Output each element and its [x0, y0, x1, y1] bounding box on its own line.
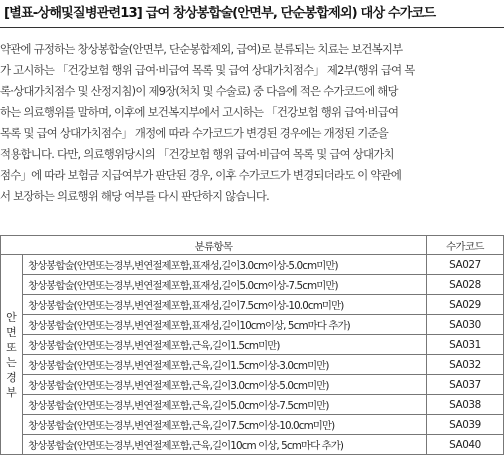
table-row — [1, 395, 504, 415]
table-row — [1, 335, 504, 355]
group-label-char: 경 — [6, 370, 17, 384]
table-row — [1, 355, 504, 375]
fee-code-table — [0, 235, 504, 455]
row-code: SA030 — [427, 315, 504, 335]
group-label-char: 또 — [6, 340, 17, 354]
paragraph-line: 록·상대가치점수 및 산정지침)이 제9장(처치 및 수술료) 중 다음에 적은 수가코드에 해당 — [0, 84, 398, 98]
row-category: 창상봉합술(안면또는경부,변연절제포함,표재성,길이5.0cm이상-7.5cm미만) — [23, 275, 427, 295]
row-category: 창상봉합술(안면또는경부,변연절제포함,표재성,길이10cm이상, 5cm마다 추가) — [23, 315, 427, 335]
row-code: SA040 — [427, 435, 504, 455]
row-category: 창상봉합술(안면또는경부,변연절제포함,근육,길이1.5cm이상-3.0cm미만) — [23, 355, 427, 375]
paragraph-line: 약관에 규정하는 창상봉합술(안면부, 단순봉합제외, 급여)로 분류되는 치료는 보건복지부 — [0, 42, 403, 56]
paragraph-line: 적용합니다. 다만, 의료행위당시의 「건강보험 행위 급여·비급여 목록 및 급여 상대가치 — [0, 147, 394, 161]
description-paragraph — [0, 39, 500, 207]
paragraph-line: 하는 의료행위를 말하며, 이후에 보건복지부에서 고시하는 「건강보험 행위 급여·비급여 — [0, 105, 399, 119]
row-category: 창상봉합술(안면또는경부,변연절제포함,근육,길이5.0cm이상-7.5cm미만) — [23, 395, 427, 415]
row-code: SA029 — [427, 295, 504, 315]
group-label-char: 면 — [6, 325, 17, 339]
row-code: SA032 — [427, 355, 504, 375]
row-category: 창상봉합술(안면또는경부,변연절제포함,근육,길이7.5cm이상-10.0cm미만) — [23, 415, 427, 435]
table-row — [1, 415, 504, 435]
row-category: 창상봉합술(안면또는경부,변연절제포함,근육,길이1.5cm미만) — [23, 335, 427, 355]
row-code: SA039 — [427, 415, 504, 435]
table-row — [1, 375, 504, 395]
table-row — [1, 275, 504, 295]
row-category: 창상봉합술(안면또는경부,변연절제포함,표재성,길이7.5cm이상-10.0cm미만) — [23, 295, 427, 315]
group-label — [1, 255, 23, 455]
row-code: SA027 — [427, 255, 504, 275]
row-code: SA037 — [427, 375, 504, 395]
row-code: SA028 — [427, 275, 504, 295]
group-label-char: 부 — [6, 385, 17, 399]
table-row — [1, 295, 504, 315]
header-code: 수가코드 — [427, 236, 504, 255]
table-row — [1, 255, 504, 275]
row-code: SA038 — [427, 395, 504, 415]
row-category: 창상봉합술(안면또는경부,변연절제포함,표재성,길이3.0cm이상-5.0cm미만) — [23, 255, 427, 275]
group-label-char: 는 — [6, 355, 17, 369]
paragraph-line: 목록 및 급여 상대가치점수」 개정에 따라 수가코드가 변경된 경우에는 개정된 기준을 — [0, 126, 388, 140]
row-code: SA031 — [427, 335, 504, 355]
table-header-row — [1, 236, 504, 255]
title-divider — [0, 27, 504, 28]
paragraph-line: 서 보장하는 의료행위 해당 여부를 다시 판단하지 않습니다. — [0, 189, 270, 203]
group-label-char: 안 — [6, 310, 17, 324]
document-title: [별표-상해및질병관련13] 급여 창상봉합술(안면부, 단순봉합제외) 대상 수가코드 — [4, 6, 436, 21]
row-category: 창상봉합술(안면또는경부,변연절제포함,근육,길이10cm 이상, 5cm마다 추가) — [23, 435, 427, 455]
table-row — [1, 315, 504, 335]
table-row — [1, 435, 504, 455]
paragraph-line: 점수」에 따라 보험금 지급여부가 판단된 경우, 이후 수가코드가 변경되더라도 이 약관에 — [0, 168, 402, 182]
paragraph-line: 가 고시하는 「건강보험 행위 급여·비급여 목록 및 급여 상대가치점수」 제2부(행위 급여 목 — [0, 63, 415, 77]
row-category: 창상봉합술(안면또는경부,변연절제포함,근육,길이3.0cm이상-5.0cm미만) — [23, 375, 427, 395]
header-category: 분류항목 — [1, 236, 427, 255]
